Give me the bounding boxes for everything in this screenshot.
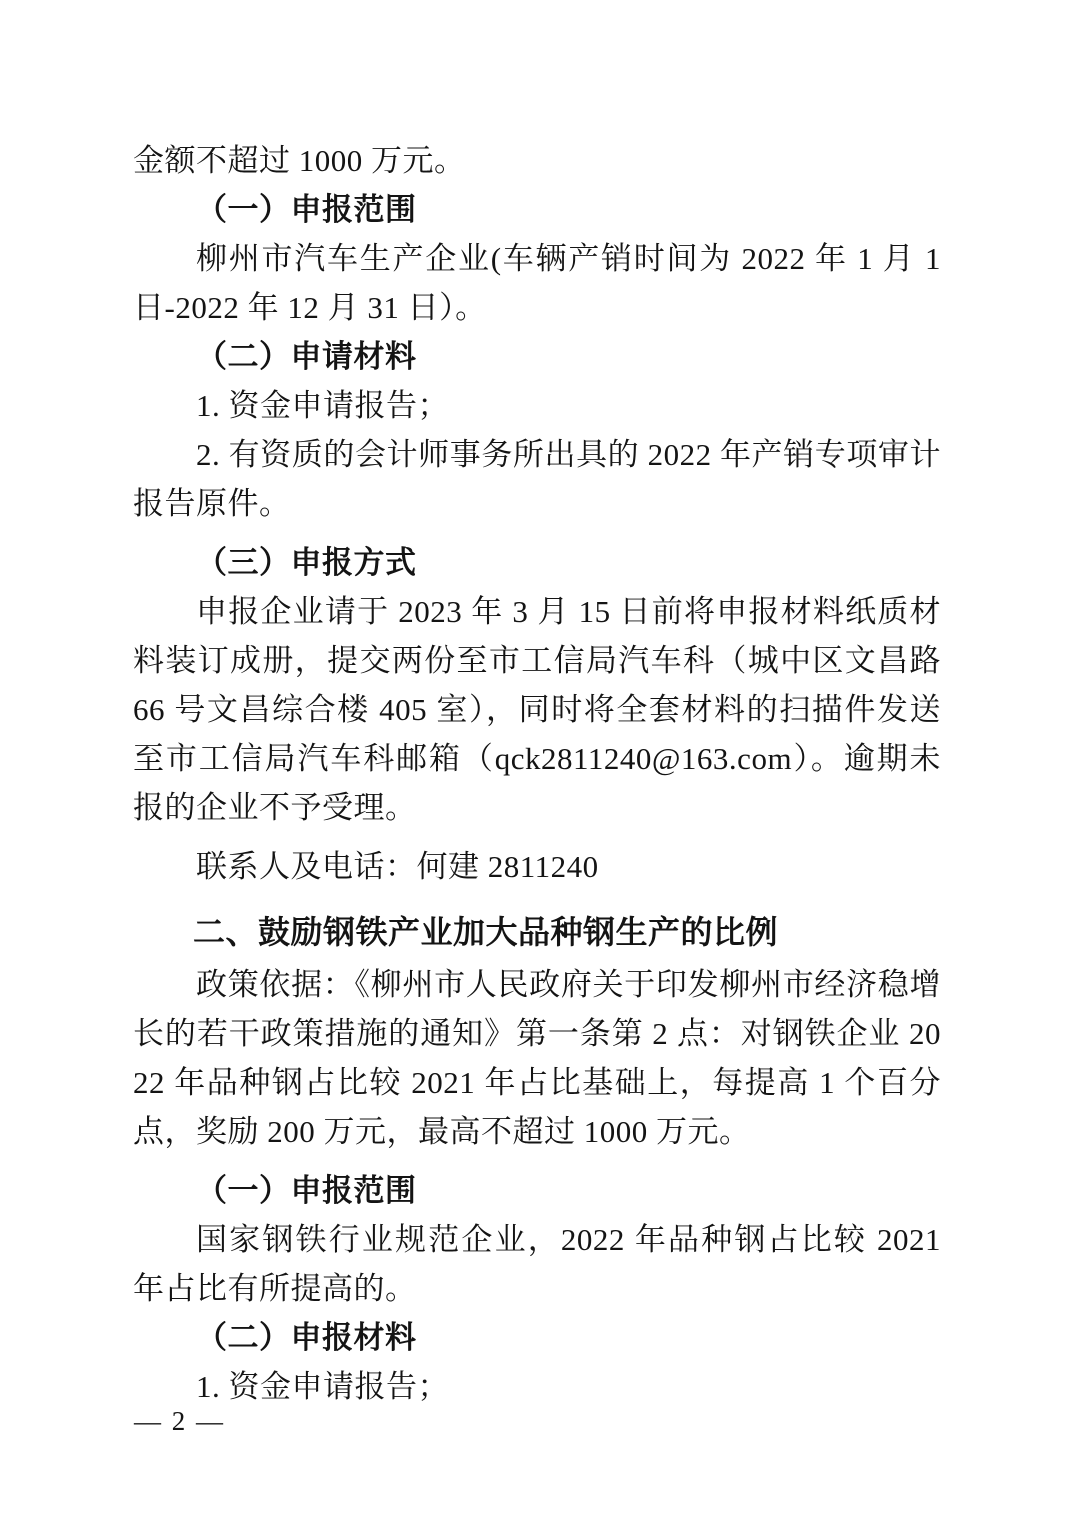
heading-auto-materials: （二）申请材料 — [196, 339, 417, 374]
para-steel-scope: 国家钢铁行业规范企业，2022 年品种钢占比较 2021 年占比有所提高的。 — [133, 1222, 941, 1306]
para-steel-policy-basis: 政策依据：《柳州市人民政府关于印发柳州市经济稳增长的若干政策措施的通知》第一条第 2 点：对钢铁企业 2022 年品种钢占比较 2021 年占比基础上，每提高 1 个百分点，奖励 200 万元，最高不超过 1000 万元。 — [133, 967, 941, 1149]
heading-auto-method: （三）申报方式 — [196, 545, 417, 580]
para-auto-material-2: 2. 有资质的会计师事务所出具的 2022 年产销专项审计报告原件。 — [133, 437, 941, 521]
heading-steel-materials: （二）申报材料 — [196, 1320, 417, 1355]
heading-auto-scope: （一）申报范围 — [196, 192, 417, 227]
para-auto-contact: 联系人及电话：何建 2811240 — [196, 849, 599, 884]
heading-steel-scope: （一）申报范围 — [196, 1173, 417, 1208]
para-amount-cap: 金额不超过 1000 万元。 — [133, 143, 466, 178]
document-body — [133, 136, 941, 1411]
page-number: — 2 — — [134, 1406, 225, 1436]
para-steel-material-1: 1. 资金申请报告； — [196, 1369, 449, 1404]
para-auto-method: 申报企业请于 2023 年 3 月 15 日前将申报材料纸质材料装订成册，提交两份至市工信局汽车科（城中区文昌路 66 号文昌综合楼 405 室），同时将全套材料的扫描件发送至市工信局汽车科邮箱（qck2811240@163.com）。逾期未报的企业不予受理。 — [133, 594, 941, 825]
para-auto-scope: 柳州市汽车生产企业(车辆产销时间为 2022 年 1 月 1 日-2022 年 12 月 31 日）。 — [133, 241, 941, 325]
para-auto-material-1: 1. 资金申请报告； — [196, 388, 449, 423]
heading-steel-section: 二、鼓励钢铁产业加大品种钢生产的比例 — [193, 914, 779, 950]
